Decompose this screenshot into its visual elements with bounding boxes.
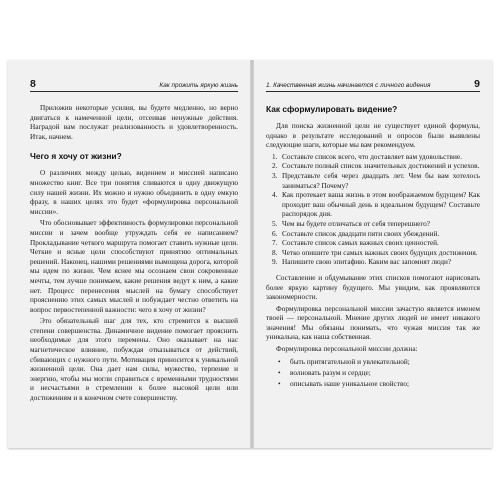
list-text: Составьте список всего, что доставляет вам удовольствие. — [282, 152, 462, 161]
list-text: Представьте себя через двадцать лет. Чем бы вам хотелось заниматься? Почему? — [282, 171, 480, 190]
list-number: 6. — [272, 229, 278, 238]
list-number: 1. — [272, 152, 278, 161]
paragraph: Это обязательный шаг для тех, кто стремится к высшей степени совершенства. Динамичное видение помогает прояснить необходимые для этого перемены. Оно оказывает на нас магнетическое влияние, побуждая отказываться от действий, сбивающих с нужного пути. Мотивация приносится к уникальной жизненной цели. Она дает нам силы, мужество, терпение и энергию, чтобы мы могли справиться с временными трудностями и несчастьями в стремлении к более высокой цели или достижениям и в конечном счете совершенству. — [30, 317, 238, 403]
section-heading: Как сформулировать видение? — [266, 104, 398, 114]
page-number: 8 — [30, 78, 36, 90]
list-number: 3. — [272, 171, 278, 180]
list-item — [266, 249, 480, 259]
list-item — [266, 153, 480, 163]
bullet-item — [266, 357, 480, 368]
bullet-item — [266, 379, 480, 390]
list-number: 7. — [272, 239, 278, 248]
list-text: Составьте полный список значительных достижений и успехов. — [282, 162, 480, 171]
list-number: 2. — [272, 162, 278, 171]
list-number: 9. — [272, 258, 278, 267]
list-text: Составьте список самых важных своих ценностей. — [282, 239, 439, 248]
book-spread — [8, 60, 492, 448]
list-number: 5. — [272, 219, 278, 228]
list-text: Четко опишите три самых важных своих будущих достижения. — [282, 248, 478, 257]
list-item — [266, 162, 480, 172]
list-item — [266, 220, 480, 230]
paragraph: Формулировка персональной миссии зачастую является именем твоей — персональной. Мнение других людей не имеет никакого значения! Мы обязаны понимать, что чужая миссия так же уникальна, как наша собственная. — [266, 304, 480, 342]
bullet-text: быть притягательной и увлекательной; — [290, 357, 410, 366]
list-number: 4. — [272, 191, 278, 200]
list-number: 8. — [272, 248, 278, 257]
paragraph: Составление и обдумывание этих списков помогают нарисовать более яркую картину будущего. Мы увидим, как проявляются закономерности. — [266, 273, 480, 302]
book-gutter — [250, 60, 254, 448]
steps-list — [266, 153, 480, 268]
list-text: Как протекает ваша жизнь в этом воображаемом будущем? Как проходит ваш обычный день в идеальном будущем? Составьте распорядок дня. — [282, 191, 480, 219]
bullet-text: волновать разум и сердце; — [290, 368, 371, 377]
list-text: Составьте список двадцати пяти своих убеждений. — [282, 229, 440, 238]
list-item — [266, 239, 480, 249]
left-page — [30, 78, 238, 438]
paragraph: Приложив некоторые усилия, вы будете медленно, но верно двигаться к намеченной цели, отсеивая ненужные действия. Наградой вам послужат реализованность и удовлетворенность. Итак, начнем. — [30, 104, 238, 141]
bullet-icon: • — [278, 357, 281, 366]
list-item — [266, 258, 480, 268]
bullet-list — [266, 357, 480, 390]
list-item — [266, 172, 480, 191]
running-title: 1. Качественная жизнь начинается с личного видения — [266, 82, 431, 89]
bullet-icon: • — [278, 379, 281, 388]
bullet-item — [266, 368, 480, 379]
running-title: Как прожить яркую жизнь — [159, 82, 238, 89]
right-page — [266, 78, 480, 438]
list-item — [266, 230, 480, 240]
section-heading: Чего я хочу от жизни? — [30, 151, 122, 162]
paragraph: Формулировка персональной миссии должна: — [276, 345, 418, 354]
paragraph: Для поиска жизненной цели не существует единой формулы, однако в результате исследований и опросов были выявлены следующие шаги, которые мы вам рекомендуем. — [266, 122, 480, 150]
paragraph: О различиях между целью, видением и миссией написано множество книг. Все три понятия сливаются в одну движущую силу нашей жизни. Их можно и нужно объединить в одну емкую фразу, в наших целях это будет «формулировка персональной миссии». — [30, 169, 238, 216]
paragraph: Что обосновывает эффективность формулировки персональной миссии и зачем вообще утруждать себя ее написанием? Прокладывание четкого маршрута помогает ставить нужные цели. Четкие и ясные цели способствуют принятию оптимальных решений. Наконец, нашими решениями вымощена дорога, которой мы идем по жизни. Чем яснее мы осознаем свои сокровенные мечты, тем лучше понимаем, какие решения ведут к ним, а какие нет. Процесс перенесения мыслей на бумагу способствует прояснению этих самых мыслей и побуждает честно ответить на вопрос первостепенной важности: чего я хочу от жизни? — [30, 219, 238, 314]
list-text: Напишите свою эпитафию. Каким вас запомнят люди? — [282, 258, 452, 267]
list-text: Чем вы будете отличаться от себя теперешнего? — [282, 219, 430, 228]
bullet-text: описывать наше уникальное свойство; — [290, 379, 409, 388]
page-number: 9 — [474, 78, 480, 90]
list-item — [266, 191, 480, 220]
left-running-head — [30, 78, 238, 92]
right-running-head — [266, 78, 480, 92]
bullet-icon: • — [278, 368, 281, 377]
